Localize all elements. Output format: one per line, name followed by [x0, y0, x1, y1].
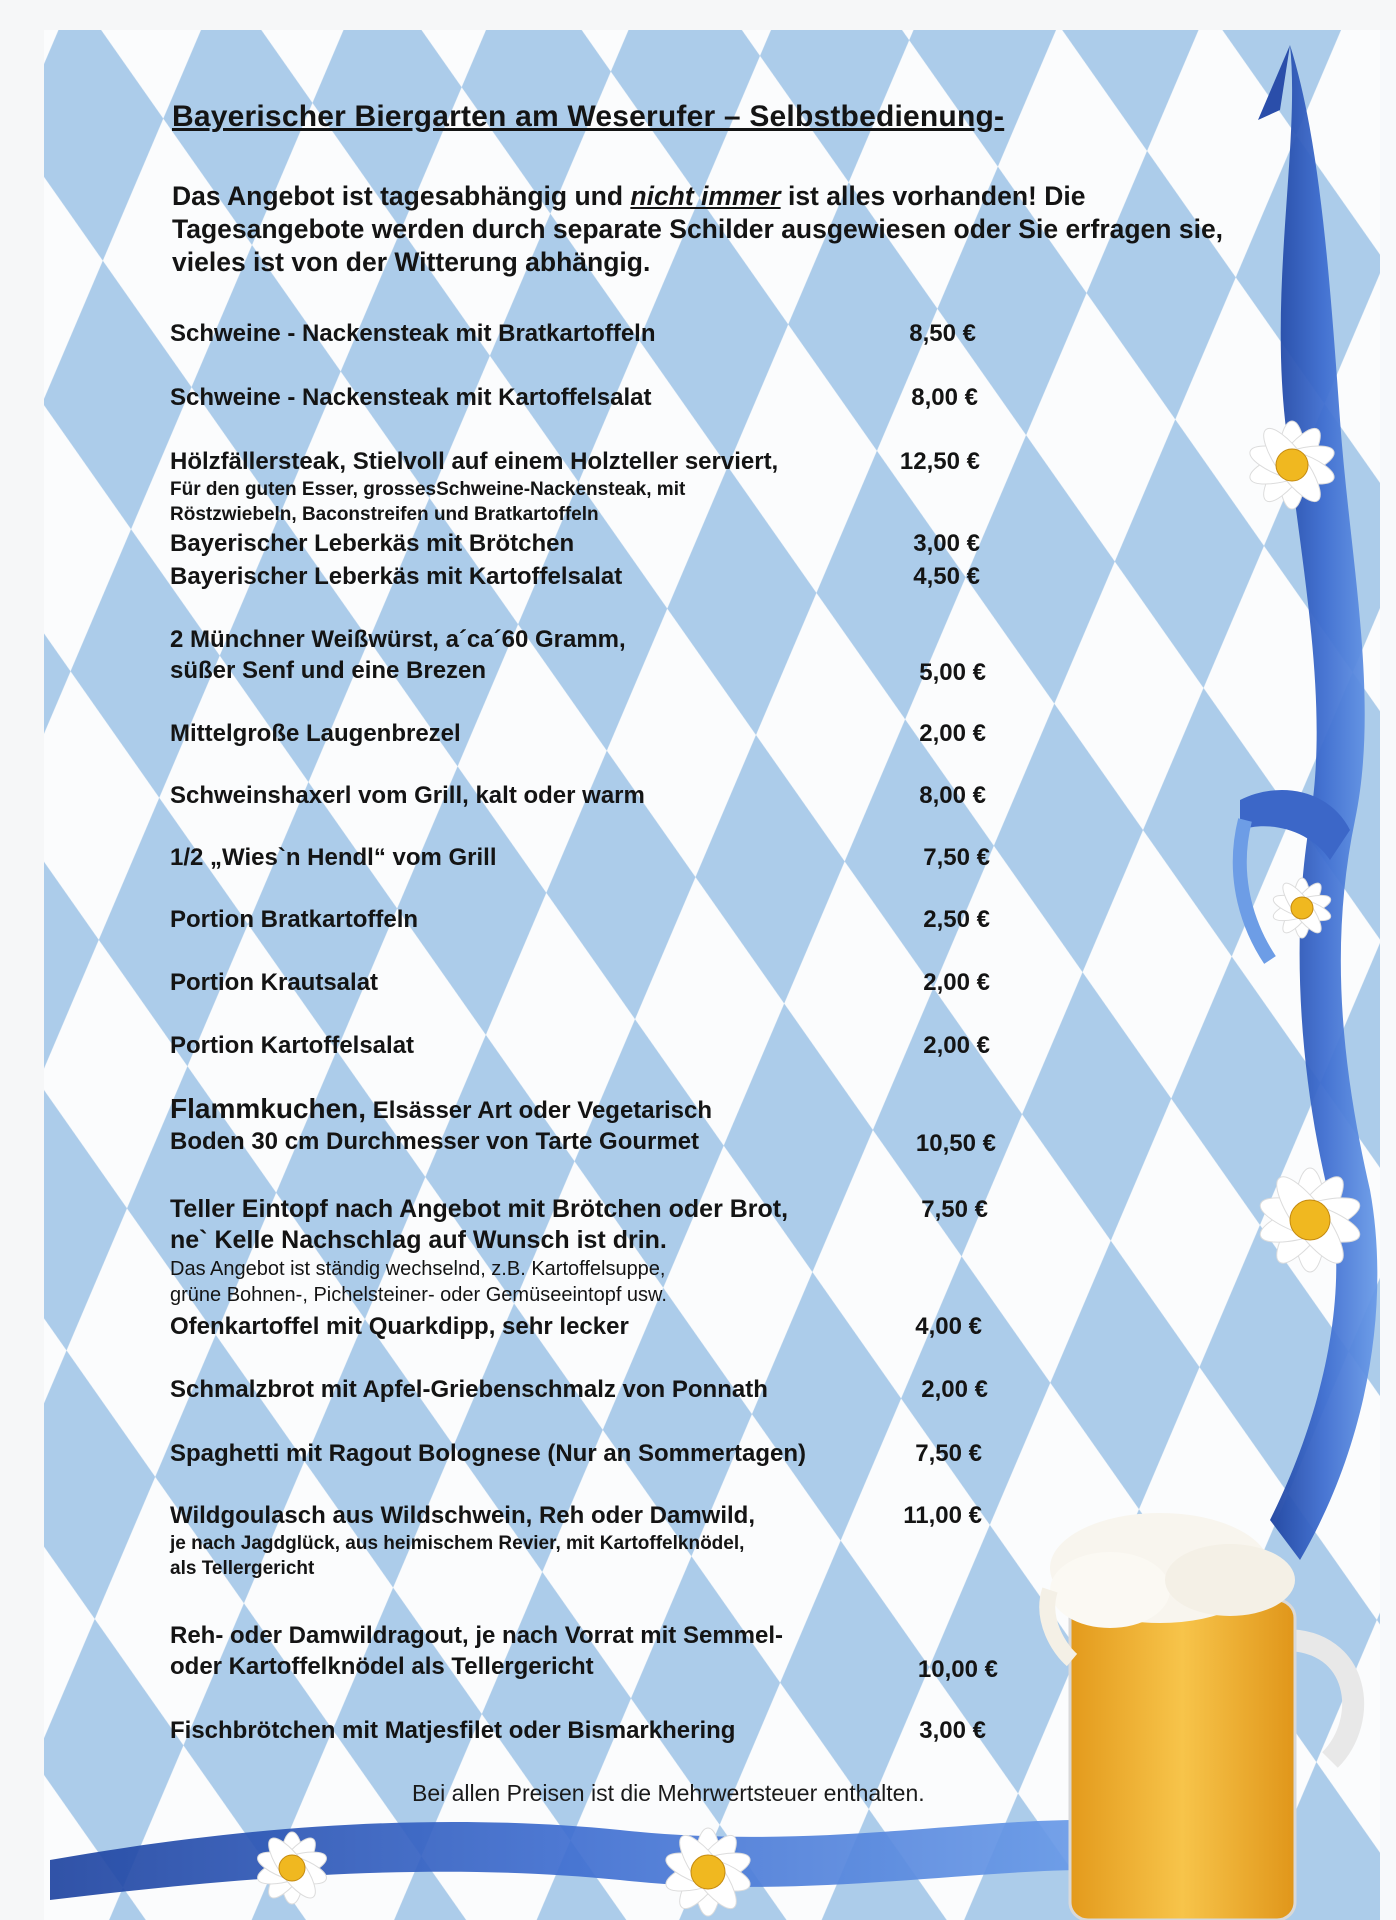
- vat-footnote: Bei allen Preisen ist die Mehrwertsteuer enthalten.: [412, 1780, 925, 1806]
- menu-item-name: Portion Kartoffelsalat: [170, 1032, 415, 1059]
- menu-item-name-line-2: ne` Kelle Nachschlag auf Wunsch ist drin.: [170, 1226, 667, 1254]
- menu-item: [170, 1093, 1010, 1157]
- menu-item-description: grüne Bohnen-, Pichelsteiner- oder Gemüseeintopf usw.: [170, 1284, 667, 1306]
- menu-item: [170, 780, 1010, 811]
- menu-item-price: 2,00 €: [923, 1032, 990, 1059]
- menu-item-price: 7,50 €: [923, 844, 990, 871]
- menu-item-name: 1/2 „Wies`n Hendl“ vom Grill: [170, 844, 497, 871]
- menu-item: [170, 718, 1010, 749]
- menu-item: [170, 318, 1010, 349]
- menu-item-name: Portion Krautsalat: [170, 969, 379, 996]
- menu-item-name: Reh- oder Damwildragout, je nach Vorrat mit Semmel-: [170, 1622, 784, 1649]
- menu-item-description: Für den guten Esser, grossesSchweine-Nackensteak, mit: [170, 479, 686, 500]
- menu-item-price: 8,50 €: [909, 320, 976, 347]
- menu-item-name-line-1: [170, 1093, 1010, 1126]
- menu-item: [170, 528, 1010, 559]
- menu-item: [170, 1030, 1010, 1061]
- menu-item: [170, 1438, 1010, 1469]
- menu-item-name: Portion Bratkartoffeln: [170, 906, 419, 933]
- menu-item-description: als Tellergericht: [170, 1558, 315, 1579]
- menu-item-name: Schweinshaxerl vom Grill, kalt oder warm: [170, 782, 645, 809]
- menu-item: [170, 1715, 1010, 1746]
- menu-item-name: Bayerischer Leberkäs mit Kartoffelsalat: [170, 563, 623, 590]
- menu-item-price: 3,00 €: [913, 530, 980, 557]
- menu-item: [170, 1311, 1010, 1342]
- menu-item: [170, 1500, 1010, 1581]
- intro-part-1: Das Angebot ist tagesabhängig und: [172, 181, 631, 211]
- menu-item-price: 7,50 €: [915, 1440, 982, 1467]
- menu-item-price: 7,50 €: [921, 1196, 988, 1223]
- menu-item-name: Teller Eintopf nach Angebot mit Brötchen oder Brot,: [170, 1195, 789, 1223]
- menu-item: [170, 842, 1010, 873]
- menu-item-name: Wildgoulasch aus Wildschwein, Reh oder Damwild,: [170, 1502, 755, 1529]
- menu-item-name: Mittelgroße Laugenbrezel: [170, 720, 461, 747]
- menu-item-price: 8,00 €: [919, 782, 986, 809]
- menu-item: [170, 1620, 1010, 1682]
- menu-item-price: 4,50 €: [913, 563, 980, 590]
- menu-item-price: 2,00 €: [923, 969, 990, 996]
- menu-item-price: 10,00 €: [917, 1656, 998, 1683]
- menu-item-price: 12,50 €: [899, 448, 980, 475]
- menu-item: [170, 382, 1010, 413]
- menu-item: [170, 967, 1010, 998]
- menu-item-name: Fischbrötchen mit Matjesfilet oder Bismarkhering: [170, 1717, 736, 1744]
- menu-item-name: Schweine - Nackensteak mit Bratkartoffeln: [170, 320, 656, 347]
- menu-item: [170, 904, 1010, 935]
- menu-item-description: Das Angebot ist ständig wechselnd, z.B. Kartoffelsuppe,: [170, 1258, 666, 1280]
- menu-item-price: 2,00 €: [921, 1376, 988, 1403]
- menu-item-name: Spaghetti mit Ragout Bolognese (Nur an Sommertagen): [170, 1440, 807, 1467]
- menu-item: [170, 624, 1010, 686]
- menu-item-name: Ofenkartoffel mit Quarkdipp, sehr lecker: [170, 1313, 629, 1340]
- menu-item-description: Röstzwiebeln, Baconstreifen und Bratkartoffeln: [170, 504, 599, 525]
- menu-item-name: Schmalzbrot mit Apfel-Griebenschmalz von Ponnath: [170, 1376, 768, 1403]
- menu-item-name: Schweine - Nackensteak mit Kartoffelsalat: [170, 384, 652, 411]
- menu-item-name-line-2: süßer Senf und eine Brezen: [170, 657, 487, 684]
- menu-item-name: Bayerischer Leberkäs mit Brötchen: [170, 530, 575, 557]
- menu-item-price: 11,00 €: [903, 1502, 982, 1529]
- menu-title: Bayerischer Biergarten am Weserufer – Selbstbedienung-: [172, 100, 1005, 133]
- menu-item: [170, 1374, 1010, 1405]
- menu-item-price: 2,50 €: [923, 906, 990, 933]
- menu-item: [170, 561, 1010, 592]
- menu-item-name-line-2: oder Kartoffelknödel als Tellergericht: [170, 1653, 594, 1680]
- menu-item-name-rest: Elsässer Art oder Vegetarisch: [366, 1097, 713, 1124]
- menu-item-name-line-2: Boden 30 cm Durchmesser von Tarte Gourmet: [170, 1128, 700, 1155]
- menu-item-price: 4,00 €: [915, 1313, 982, 1340]
- intro-text: [172, 180, 1252, 279]
- menu-item: [170, 446, 1010, 527]
- intro-part-2: ist alles vorhanden! Die Tagesangebote werden durch separate Schilder ausgewiesen oder Sie erfragen sie, vieles ist von der Witterung abhängig.: [172, 181, 1224, 277]
- menu-item-price: 10,50 €: [915, 1130, 996, 1157]
- menu-item-price: 8,00 €: [911, 384, 978, 411]
- menu-item-description: je nach Jagdglück, aus heimischem Revier, mit Kartoffelknödel,: [170, 1533, 745, 1554]
- menu-item-name: Hölzfällersteak, Stielvoll auf einem Holzteller serviert,: [170, 448, 779, 475]
- menu-item-price: 5,00 €: [919, 659, 986, 686]
- menu-item-price: 2,00 €: [919, 720, 986, 747]
- menu-item: [170, 1194, 1010, 1308]
- intro-emphasis: nicht immer: [630, 181, 781, 211]
- menu-item-price: 3,00 €: [919, 1717, 986, 1744]
- menu-item-name: 2 Münchner Weißwürst, a´ca´60 Gramm,: [170, 626, 626, 653]
- menu-item-name: Flammkuchen,: [170, 1093, 367, 1124]
